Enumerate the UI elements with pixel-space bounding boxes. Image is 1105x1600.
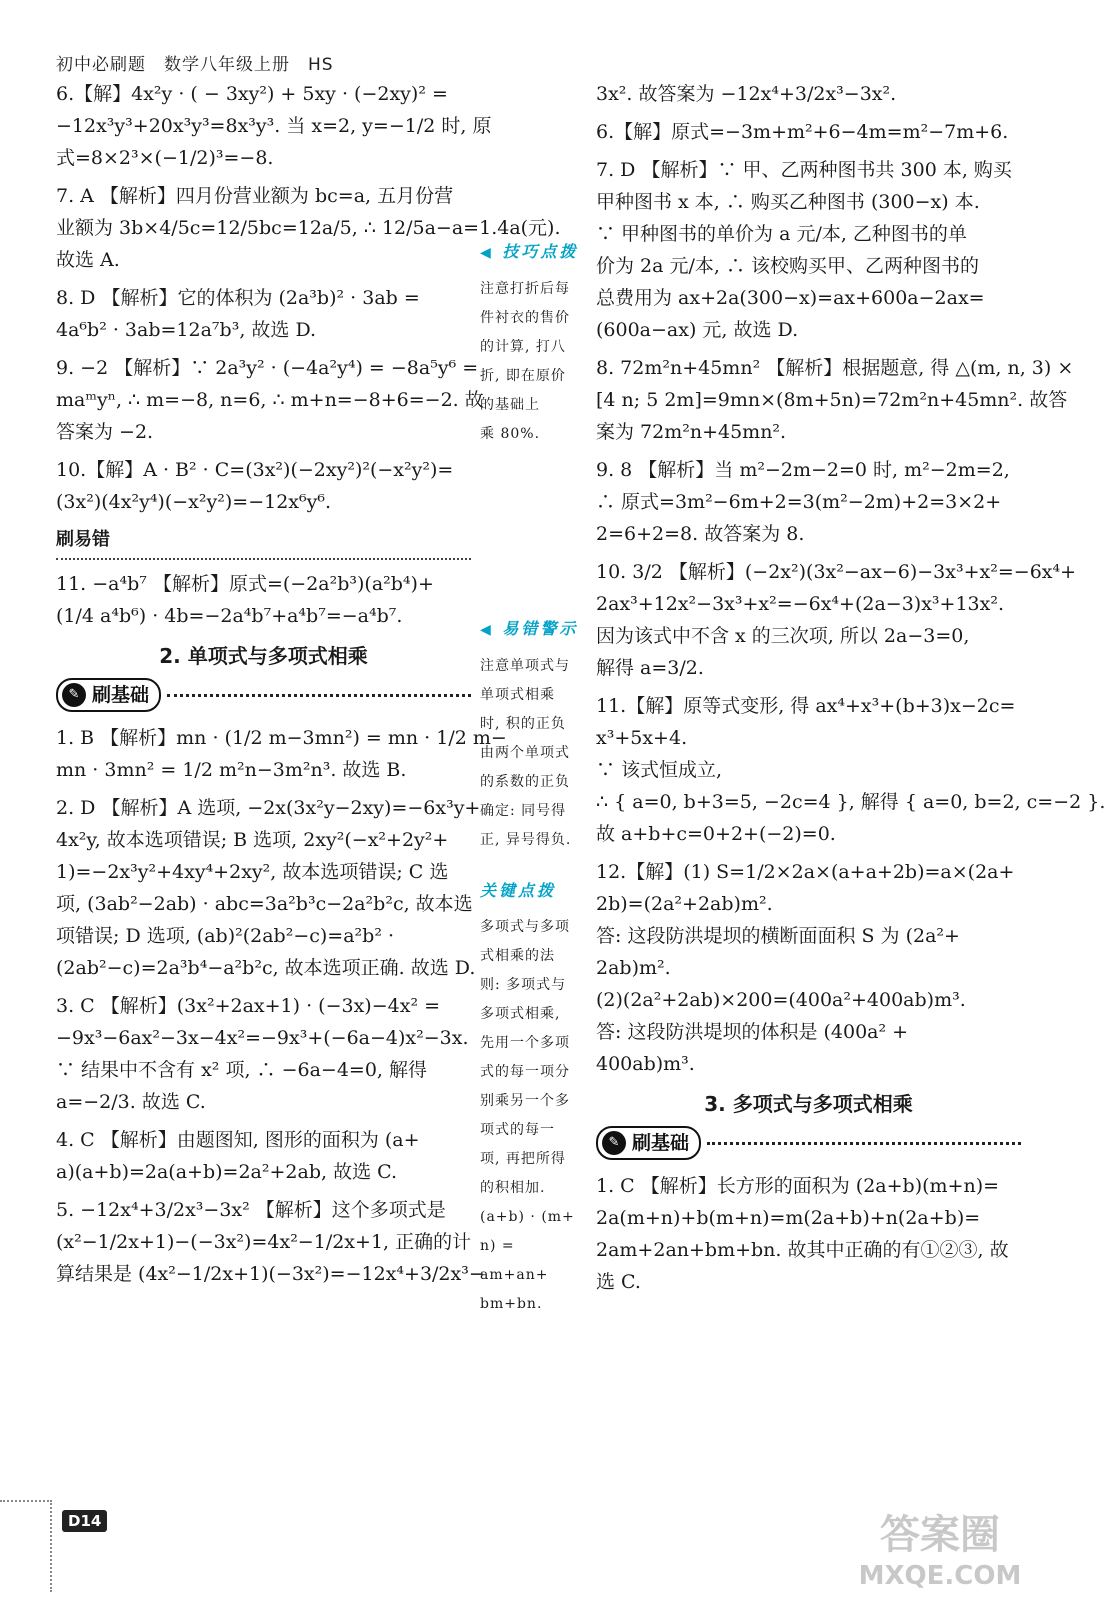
right-column (596, 78, 1105, 1304)
answer-item: 12.【解】(1) S=1/2×2a×(a+a+2b)=a×(2a+ 2b)=(2a²+2ab)m². 答: 这段防洪堤坝的横断面面积 S 为 (2a²+ 2ab)m². (2)(2a²+2ab)×200=(400a²+400ab)m³. 答: 这段防洪堤坝的体积是 (400a² + 400ab)m³. (596, 861, 1015, 1075)
answer-item: 9. 8 【解析】当 m²−2m−2=0 时, m²−2m=2, ∴ 原式=3m²−6m+2=3(m²−2m)+2=3×2+ 2=6+2=8. 故答案为 8. (596, 459, 1010, 545)
dotted-divider (167, 694, 471, 697)
tip-column (480, 236, 584, 1337)
pen-icon: ✎ (602, 1131, 626, 1155)
answer-item: 8. 72m²n+45mn² 【解析】根据题意, 得 △(m, n, 3) × [4 n; 5 2m]=9mn×(8m+5n)=72m²n+45mn². 故答 案为 72m²n+45mn². (596, 357, 1074, 443)
tip-box: ◀ 易错警示 注意单项式与 单项式相乘 时, 积的正负 由两个单项式 的系数的正负 确定: 同号得 正, 异号得负. (480, 619, 579, 848)
watermark-logo (840, 1506, 1040, 1590)
page-number: D14 (62, 1510, 107, 1532)
pen-icon: ✎ (62, 683, 86, 707)
answer-item: 6.【解】4x²y · ( − 3xy²) + 5xy · (−2xy)² = −12x³y³+20x³y³=8x³y³. 当 x=2, y=−1/2 时, 原 式=8×2³×(−1/2)³=−8. (56, 83, 492, 169)
section-title: 2. 单项式与多项式相乘 (159, 644, 368, 668)
arrow-left-icon: ◀ (480, 622, 494, 638)
answer-item: 4. C 【解析】由题图知, 图形的面积为 (a+ a)(a+b)=2a(a+b)=2a²+2ab, 故选 C. (56, 1129, 420, 1183)
badge-row (596, 1126, 1021, 1160)
answer-item: 7. D 【解析】∵ 甲、乙两种图书共 300 本, 购买 甲种图书 x 本, ∴ 购买乙种图书 (300−x) 本. ∵ 甲种图书的单价为 a 元/本, 乙种图书的单 价为 2a 元/本, ∴ 该校购买甲、乙两种图书的 总费用为 ax+2a(300−x)=ax+600a−2ax= (600a−ax) 元, 故选 D. (596, 159, 1012, 341)
corner-dots (0, 1500, 52, 1592)
answer-item: 10.【解】A · B² · C=(3x²)(−2xy²)²(−x²y²)= (3x²)(4x²y⁴)(−x²y²)=−12x⁶y⁶. (56, 459, 454, 513)
answer-item: 5. −12x⁴+3/2x³−3x² 【解析】这个多项式是 (x²−1/2x+1)−(−3x²)=4x²−1/2x+1, 正确的计 算结果是 (4x²−1/2x+1)(−3x²)=−12x⁴+3/2x³− (56, 1199, 485, 1285)
badge-basic: ✎ 刷基础 (596, 1126, 701, 1160)
answer-item: 11.【解】原等式变形, 得 ax⁴+x³+(b+3)x−2c= x³+5x+4. ∵ 该式恒成立, ∴ { a=0, b+3=5, −2c=4 }, 解得 { a=0, b=2, c=−2 }. 故 a+b+c=0+2+(−2)=0. (596, 695, 1105, 845)
arrow-left-icon: ◀ (480, 245, 494, 261)
answer-item: 6.【解】原式=−3m+m²+6−4m=m²−7m+6. (596, 121, 1009, 143)
answer-item: 11. −a⁴b⁷ 【解析】原式=(−2a²b³)(a²b⁴)+ (1/4 a⁴b⁶) · 4b=−2a⁴b⁷+a⁴b⁷=−a⁴b⁷. (56, 573, 434, 627)
answer-item: 9. −2 【解析】∵ 2a³y² · (−4a²y⁴) = −8a⁵y⁶ = maᵐyⁿ, ∴ m=−8, n=6, ∴ m+n=−8+6=−2. 故 答案为 −2. (56, 357, 484, 443)
badge-basic: ✎ 刷基础 (56, 678, 161, 712)
answer-item: 1. C 【解析】长方形的面积为 (2a+b)(m+n)= 2a(m+n)+b(m+n)=m(2a+b)+n(2a+b)= 2am+2an+bm+bn. 故其中正确的有①②③, 故 选 C. (596, 1175, 1009, 1293)
answer-item: 10. 3/2 【解析】(−2x²)(3x²−ax−6)−3x³+x²=−6x⁴+ 2ax³+12x²−3x³+x²=−6x⁴+(2a−3)x³+13x². 因为该式中不含 x 的三次项, 所以 2a−3=0, 解得 a=3/2. (596, 561, 1077, 679)
subhead-easy-error: 刷易错 (56, 524, 471, 560)
watermark-bottom: MXQE.COM (858, 1561, 1022, 1591)
badge-row (56, 678, 471, 712)
tip-box: 关键点拨 多项式与多项 式相乘的法 则: 多项式与 多项式相乘, 先用一个多项 式的每一项分 别乘另一个多 项式的每一 项, 再把所得 的积相加. (a+b) · (m+ n) = am+an+ bm+bn. (480, 881, 575, 1312)
answer-item: 8. D 【解析】它的体积为 (2a³b)² · 3ab = 4a⁶b² · 3ab=12a⁷b³, 故选 D. (56, 287, 420, 341)
watermark-top: 答案圈 (880, 1512, 1000, 1558)
page-header: 初中必刷题 数学八年级上册 HS (56, 55, 334, 75)
answer-item: 1. B 【解析】mn · (1/2 m−3mn²) = mn · 1/2 m− mn · 3mn² = 1/2 m²n−3m²n³. 故选 B. (56, 727, 507, 781)
tip-box: ◀ 技巧点拨 注意打折后每 件衬衣的售价 的计算, 打八 折, 即在原价 的基础上 乘 80%. (480, 242, 579, 442)
answer-item: 3. C 【解析】(3x²+2ax+1) · (−3x)−4x² = −9x³−6ax²−3x−4x²=−9x³+(−6a−4)x²−3x. ∵ 结果中不含有 x² 项, ∴ −6a−4=0, 解得 a=−2/3. 故选 C. (56, 995, 469, 1113)
dotted-divider (707, 1142, 1021, 1145)
answer-item: 3x². 故答案为 −12x⁴+3/2x³−3x². (596, 83, 897, 105)
answer-item: 7. A 【解析】四月份营业额为 bc=a, 五月份营 业额为 3b×4/5c=12/5bc=12a/5, ∴ 12/5a−a=1.4a(元). 故选 A. (56, 185, 561, 271)
answer-item: 2. D 【解析】A 选项, −2x(3x²y−2xy)=−6x³y+ 4x²y, 故本选项错误; B 选项, 2xy²(−x²+2y²+ 1)=−2x³y²+4xy⁴+2xy², 故本选项错误; C 选 项, (3ab²−2ab) · abc=3a²b³c−2a²b²c, 故本选 项错误; D 选项, (ab)²(2ab²−c)=a²b² · (2ab²−c)=2a³b⁴−a²b²c, 故本选项正确. 故选 D. (56, 797, 481, 979)
section-title: 3. 多项式与多项式相乘 (704, 1092, 913, 1116)
